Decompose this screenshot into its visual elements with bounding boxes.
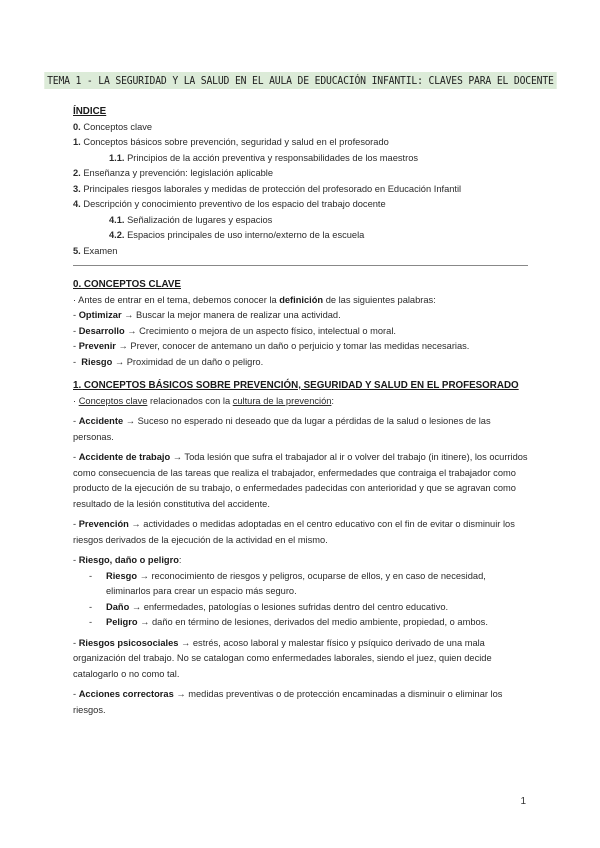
title-wrapper <box>0 71 600 89</box>
riesgos-psicosociales-paragraph: - Riesgos psicosociales → estrés, acoso laboral y malestar físico y psíquico derivado de una mala organización del trabajo. No se catalogan como enfermedades laborales, siendo el juez, quien decide catalogarlo o no como tal. <box>73 637 492 679</box>
document-title: TEMA 1 - LA SEGURIDAD Y LA SALUD EN EL AULA DE EDUCACIÓN INFANTIL: CLAVES PARA EL DOCENTE <box>44 72 556 89</box>
list-item: - Riesgo → reconocimiento de riesgos y peligros, ocuparse de ellos, y en caso de necesidad, eliminarlos para crear un espacio más seguro. <box>89 570 486 596</box>
rdp-heading: - Riesgo, daño o peligro: <box>73 555 182 565</box>
divider <box>73 265 528 266</box>
index-item: 1. Conceptos básicos sobre prevención, seguridad y salud en el profesorado <box>73 137 389 147</box>
term-row: - Optimizar → Buscar la mejor manera de realizar una actividad. <box>73 310 341 320</box>
section0-heading: 0. CONCEPTOS CLAVE <box>73 279 181 290</box>
list-item: - Peligro → daño en término de lesiones, derivados del medio ambiente, propiedad, o ambos. <box>89 617 488 627</box>
index-item: 5. Examen <box>73 245 118 256</box>
riesgo-dano-peligro-block <box>73 553 528 631</box>
section1-intro: · Conceptos clave relacionados con la cultura de la prevención: <box>73 395 335 406</box>
prevencion-paragraph: - Prevención → actividades o medidas adoptadas en el centro educativo con el fin de evitar o disminuir los riesgos derivados de la ejecución de la actividad en el mismo. <box>73 519 515 545</box>
term-row: - Prevenir → Prever, conocer de antemano un daño o perjuicio y tomar las medidas necesarias. <box>73 341 470 351</box>
section0-intro: · Antes de entrar en el tema, debemos conocer la definición de las siguientes palabras: <box>73 294 436 305</box>
acciones-correctoras-paragraph: - Acciones correctoras → medidas preventivas o de protección encaminadas a disminuir o eliminar los riesgos. <box>73 689 503 715</box>
term-row: - Desarrollo → Crecimiento o mejora de un aspecto físico, intelectual o moral. <box>73 325 396 336</box>
index-list <box>73 120 528 260</box>
term-row: - Riesgo → Proximidad de un daño o peligro. <box>73 356 264 367</box>
index-item: 3. Principales riesgos laborales y medidas de protección del profesorado en Educación Infantil <box>73 183 462 194</box>
index-subitem: 4.2. Espacios principales de uso interno/externo de la escuela <box>109 230 365 240</box>
rdp-list <box>73 569 528 631</box>
index-item: 4. Descripción y conocimiento preventivo de los espacio del trabajo docente <box>73 199 386 209</box>
index-item: 0. Conceptos clave <box>73 121 153 132</box>
index-subitem: 4.1. Señalización de lugares y espacios <box>109 214 273 225</box>
list-item: - Daño → enfermedades, patologías o lesiones sufridas dentro del centro educativo. <box>89 601 449 612</box>
accidente-paragraph: - Accidente → Suceso no esperado ni deseado que da lugar a pérdidas de la salud o lesiones de las personas. <box>73 416 491 442</box>
document-content <box>73 104 528 718</box>
page-number: 1 <box>520 796 526 807</box>
section1-heading: 1. CONCEPTOS BÁSICOS SOBRE PREVENCIÓN, SEGURIDAD Y SALUD EN EL PROFESORADO <box>73 380 519 391</box>
index-heading: ÍNDICE <box>73 106 107 117</box>
index-subitem: 1.1. Principios de la acción preventiva y responsabilidades de los maestros <box>109 152 419 163</box>
spacer <box>73 370 528 378</box>
accidente-trabajo-paragraph: - Accidente de trabajo → Toda lesión que sufra el trabajador al ir o volver del trabajo (in itinere), los ocurridos como consecuencia de las tareas que realiza el trabajador, enfermedades que contraiga el trabajador como producto de la ejecución de su trabajo, o enfermedades padecidas con anterioridad y que se agravan como resultado de la lesión constitutiva del accidente. <box>73 452 528 509</box>
index-item: 2. Enseñanza y prevención: legislación aplicable <box>73 168 274 178</box>
